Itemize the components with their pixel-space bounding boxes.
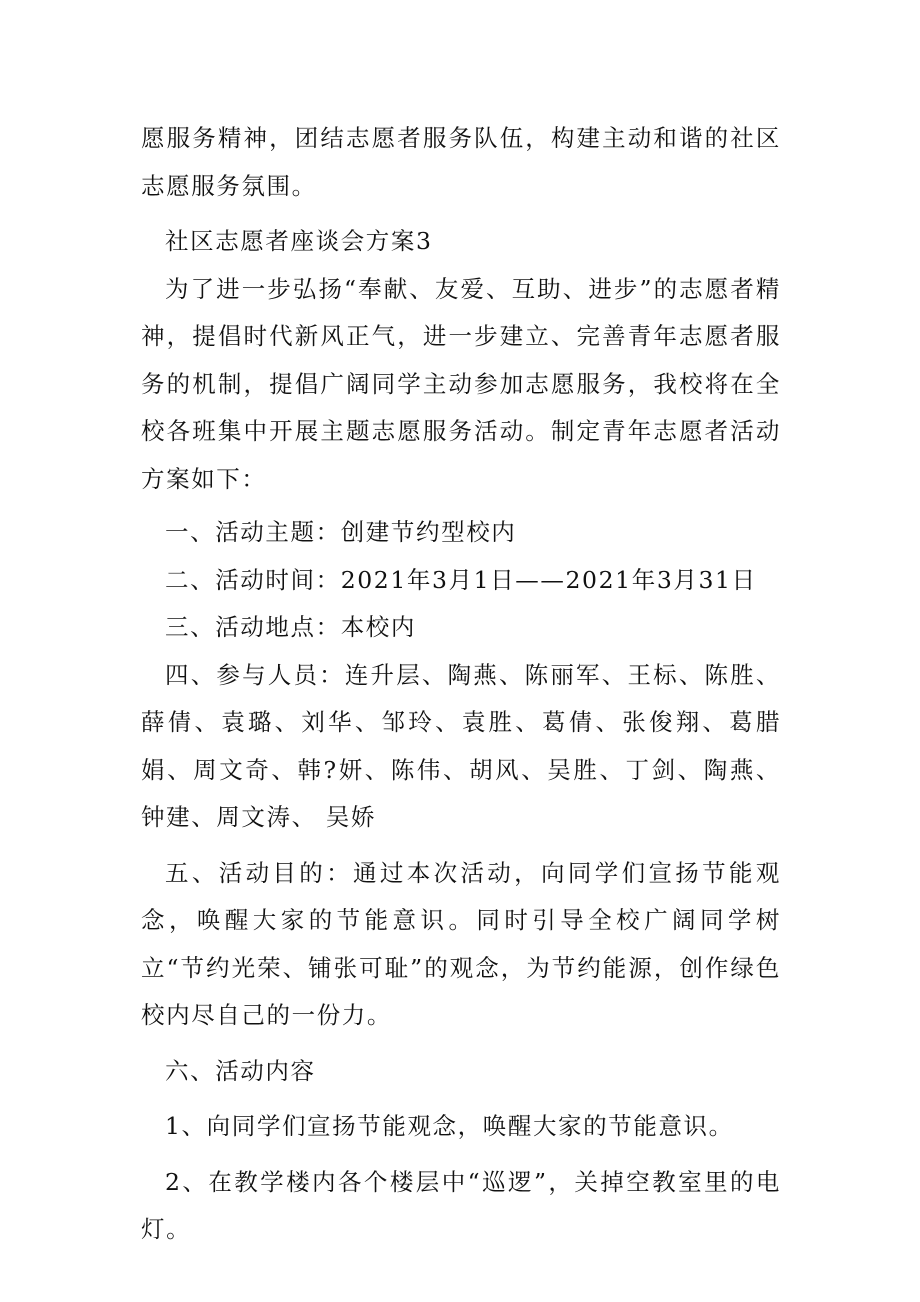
item-theme: 一、活动主题：创建节约型校内 — [165, 518, 517, 546]
item-purpose: 五、活动目的：通过本次活动，向同学们宣扬节能观念，唤醒大家的节能意识。同时引导全校广阔同学树立“节约光荣、铺张可耻”的观念，为节约能源，创作绿色校内尽自己的一份力。 — [141, 858, 781, 1029]
item-content-heading: 六、活动内容 — [165, 1056, 316, 1085]
paragraph-continuation: 愿服务精神，团结志愿者服务队伍，构建主动和谐的社区志愿服务氛围。 — [141, 124, 781, 200]
content-item-1: 1、向同学们宣扬节能观念，唤醒大家的节能意识。 — [165, 1112, 734, 1140]
document-body — [141, 115, 781, 1254]
item-time: 二、活动时间：2021年3月1日——2021年3月31日 — [165, 565, 757, 594]
section-heading: 社区志愿者座谈会方案3 — [165, 227, 433, 255]
item-participants: 四、参与人员：连升层、陶燕、陈丽军、王标、陈胜、薛倩、袁璐、刘华、邹玲、袁胜、葛倩、张俊翔、葛腊娟、周文奇、韩?妍、陈伟、胡风、吴胜、丁剑、陶燕、钟建、周文涛、 吴娇 — [141, 660, 781, 831]
content-item-2: 2、在教学楼内各个楼层中“巡逻”，关掉空教室里的电灯。 — [141, 1167, 781, 1243]
item-location: 三、活动地点：本校内 — [165, 613, 416, 641]
paragraph-intro: 为了进一步弘扬“奉献、友爱、互助、进步”的志愿者精神，提倡时代新风正气，进一步建立、完善青年志愿者服务的机制，提倡广阔同学主动参加志愿服务，我校将在全校各班集中开展主题志愿服务活动。制定青年志愿者活动方案如下： — [141, 274, 781, 493]
